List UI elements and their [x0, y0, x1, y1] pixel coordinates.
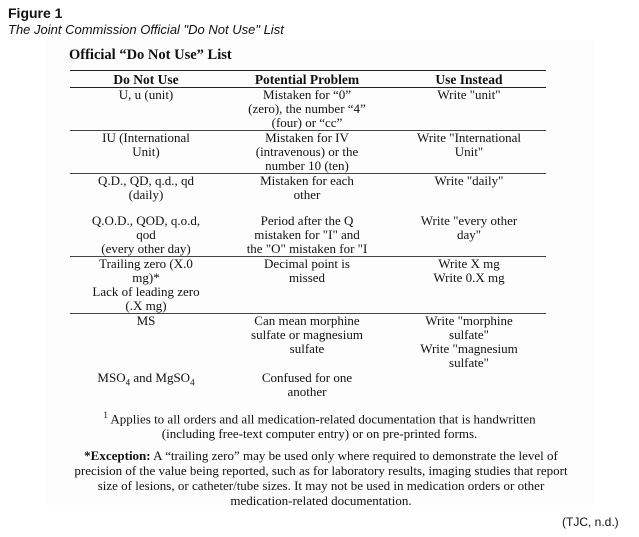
cell-line: Write X mg — [438, 255, 500, 271]
cell-line: Write "unit" — [437, 87, 501, 102]
cell-line: sulfate" — [449, 326, 489, 342]
table-row — [70, 174, 546, 214]
cell-line — [73, 371, 219, 390]
exception-note — [71, 448, 571, 508]
cell-line: Write "daily" — [434, 173, 504, 188]
cell-use-instead — [392, 88, 546, 131]
cell-line: sulfate" — [449, 354, 489, 370]
cell-line: Period after the Q — [260, 212, 354, 228]
cell-use-instead — [392, 214, 546, 257]
cell-line: mistaken for "I" and — [254, 226, 360, 242]
cell-line: Write "morphine — [425, 312, 513, 328]
cell-do-not-use — [70, 313, 222, 371]
cell-do-not-use — [70, 174, 222, 214]
cell-line: (.X mg) — [125, 297, 167, 313]
cell-line: Mistaken for each — [260, 173, 354, 188]
footnote-text: Applies to all orders and all medication-related documentation that is handwritten (including free-text computer entry) or on pre-printed forms. — [107, 411, 536, 442]
header-do-not-use: Do Not Use — [70, 71, 222, 88]
cell-use-instead — [392, 371, 546, 403]
cell-line: Mistaken for IV — [265, 130, 349, 145]
cell-line: Can mean morphine — [254, 312, 360, 328]
do-not-use-table — [70, 70, 546, 403]
cell-problem — [222, 256, 392, 313]
cell-do-not-use — [70, 214, 222, 257]
cell-line: MS — [136, 312, 156, 328]
cell-line: (every other day) — [101, 240, 191, 256]
cell-use-instead — [392, 174, 546, 214]
cell-line: Decimal point is — [264, 255, 350, 271]
table-row — [70, 88, 546, 131]
table-row — [70, 371, 546, 403]
cell-line: another — [287, 384, 327, 399]
cell-do-not-use — [70, 256, 222, 313]
table-row — [70, 131, 546, 174]
exception-label: *Exception: — [84, 448, 151, 463]
cell-line: number 10 (ten) — [265, 158, 349, 173]
cell-line: (daily) — [128, 187, 164, 202]
cell-line: Unit" — [454, 144, 484, 159]
table-header-row — [70, 71, 546, 88]
cell-line: Write 0.X mg — [433, 269, 505, 285]
cell-line: day" — [456, 226, 482, 242]
cell-line: missed — [288, 269, 326, 285]
cell-line: Q.O.D., QOD, q.o.d, — [91, 212, 201, 228]
subscript: 4 — [190, 377, 195, 388]
cell-line: Lack of leading zero — [92, 283, 200, 299]
cell-line: the "O" mistaken for "I — [246, 240, 368, 256]
cell-line: Confused for one — [261, 370, 353, 385]
cell-line: sulfate or magnesium — [251, 326, 363, 342]
cell-problem — [222, 371, 392, 403]
cell-line: IU (International — [102, 130, 190, 145]
citation: (TJC, n.d.) — [562, 515, 619, 529]
cell-line: sulfate — [289, 340, 325, 356]
exception-text: A “trailing zero” may be used only where required to demonstrate the level of precision of the value being reported, such as for laboratory results, imaging studies that report size of lesions, or catheter/tube sizes. It may not be used in medication orders or other medication-related documentation. — [74, 448, 568, 508]
cell-use-instead — [392, 313, 546, 371]
text-fragment: MSO — [97, 370, 126, 385]
cell-line: Write "International — [416, 130, 522, 145]
table-row — [70, 313, 546, 371]
cell-problem — [222, 313, 392, 371]
cell-problem — [222, 214, 392, 257]
table-row — [70, 214, 546, 257]
cell-line: (four) or “cc” — [271, 115, 343, 130]
list-title: Official “Do Not Use” List — [69, 47, 232, 63]
cell-line: (intravenous) or the — [255, 144, 359, 159]
subscript: 4 — [125, 377, 131, 388]
figure-title: The Joint Commission Official "Do Not Use" List — [8, 22, 284, 37]
cell-do-not-use — [70, 131, 222, 174]
cell-use-instead — [392, 256, 546, 313]
footnote-marker: 1 — [103, 410, 108, 420]
do-not-use-list-image — [45, 40, 595, 506]
figure-label: Figure 1 — [8, 5, 63, 21]
cell-line: Write "every other — [420, 212, 518, 228]
cell-line: (zero), the number “4” — [248, 101, 366, 116]
cell-line: U, u (unit) — [118, 87, 174, 102]
text-fragment: and MgSO — [130, 370, 191, 385]
cell-line: Q.D., QD, q.d., qd — [97, 173, 195, 188]
cell-problem — [222, 88, 392, 131]
cell-line: Unit) — [132, 144, 160, 159]
header-use-instead: Use Instead — [392, 71, 546, 88]
cell-line: Mistaken for “0” — [262, 87, 352, 102]
cell-line: Trailing zero (X.0 — [99, 255, 193, 271]
table-row — [70, 256, 546, 313]
cell-do-not-use — [70, 371, 222, 403]
footnote — [77, 408, 562, 441]
cell-problem — [222, 131, 392, 174]
cell-line: Write "magnesium — [420, 340, 518, 356]
header-potential-problem: Potential Problem — [222, 71, 392, 88]
cell-problem — [222, 174, 392, 214]
cell-line: mg)* — [132, 269, 160, 285]
cell-do-not-use — [70, 88, 222, 131]
cell-use-instead — [392, 131, 546, 174]
cell-line: other — [293, 187, 321, 202]
cell-line: qod — [136, 226, 156, 242]
